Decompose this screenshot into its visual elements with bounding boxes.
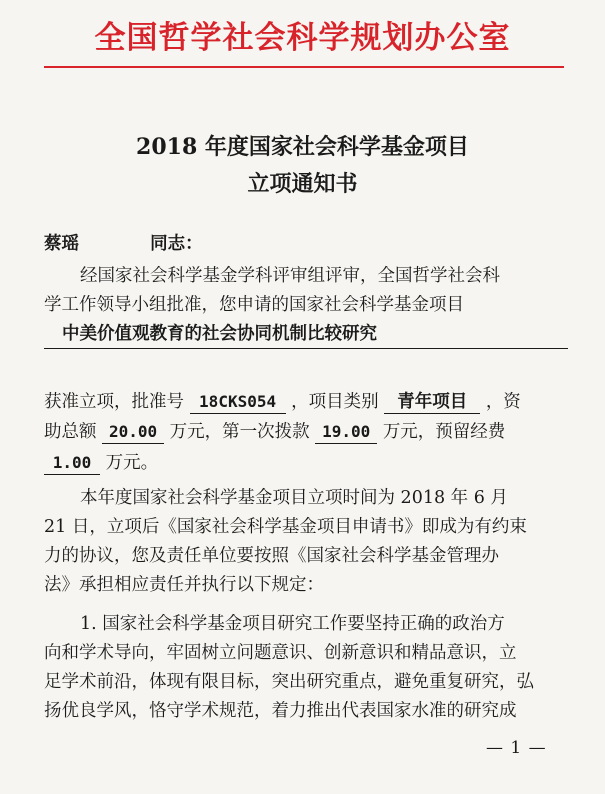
approval-text-a: 获准立项，批准号: [44, 392, 184, 412]
project-name-text: 中美价值观教育的社会协同机制比较研究: [62, 324, 377, 344]
recipient-name: 蔡瑶: [44, 234, 79, 254]
para1-line1: 经国家社会科学基金学科评审组评审，全国哲学社会科: [80, 266, 500, 286]
para3-line2: 向和学术导向，牢固树立问题意识、创新意识和精品意识，立: [44, 643, 517, 663]
para3-line4: 扬优良学风，恪守学术规范，着力推出代表国家水准的研究成: [44, 701, 517, 721]
para1-line2: 学工作领导小组批准，您申请的国家社会科学基金项目: [44, 295, 464, 315]
notice-title-line1: 2018 年度国家社会科学基金项目: [136, 134, 469, 160]
project-category: 青年项目: [384, 391, 480, 414]
approval-text-f: 万元，预留经费: [382, 422, 506, 442]
approval-line1: [44, 388, 568, 416]
para2-line2: 21 日，立项后《国家社会科学基金项目申请书》即成为有约束: [44, 517, 527, 537]
para2-line1: 本年度国家社会科学基金项目立项时间为 2018 年 6 月: [80, 488, 508, 508]
approval-number: 18CKS054: [190, 391, 286, 414]
approval-text-c: ，资: [485, 392, 521, 412]
para3-line1: 1. 国家社会科学基金项目研究工作要坚持正确的政治方: [80, 614, 505, 634]
approval-text-d: 助总额: [44, 422, 97, 442]
approval-text-g: 万元。: [105, 453, 159, 473]
approval-text-b: ，项目类别: [291, 392, 379, 412]
reserved-funding: 1.00: [44, 452, 100, 475]
first-payment: 19.00: [315, 421, 377, 444]
project-name: [44, 320, 568, 349]
approval-line2: [44, 418, 568, 446]
salutation-suffix: 同志：: [150, 234, 203, 254]
salutation: [44, 230, 568, 258]
para3-line3: 足学术前沿，体现有限目标，突出研究重点，避免重复研究，弘: [44, 672, 534, 692]
approval-text-e: 万元，第一次拨款: [169, 422, 310, 442]
para2-line4: 法》承担相应责任并执行以下规定：: [44, 575, 324, 595]
approval-line3: [44, 449, 568, 477]
office-header: 全国哲学社会科学规划办公室: [94, 20, 511, 56]
page-number: — 1 —: [486, 738, 547, 758]
total-funding: 20.00: [102, 421, 164, 444]
para2-line3: 力的协议，您及责任单位要按照《国家社会科学基金管理办: [44, 546, 499, 566]
notice-title-line2: 立项通知书: [247, 171, 358, 197]
header-red-rule: [44, 66, 564, 68]
